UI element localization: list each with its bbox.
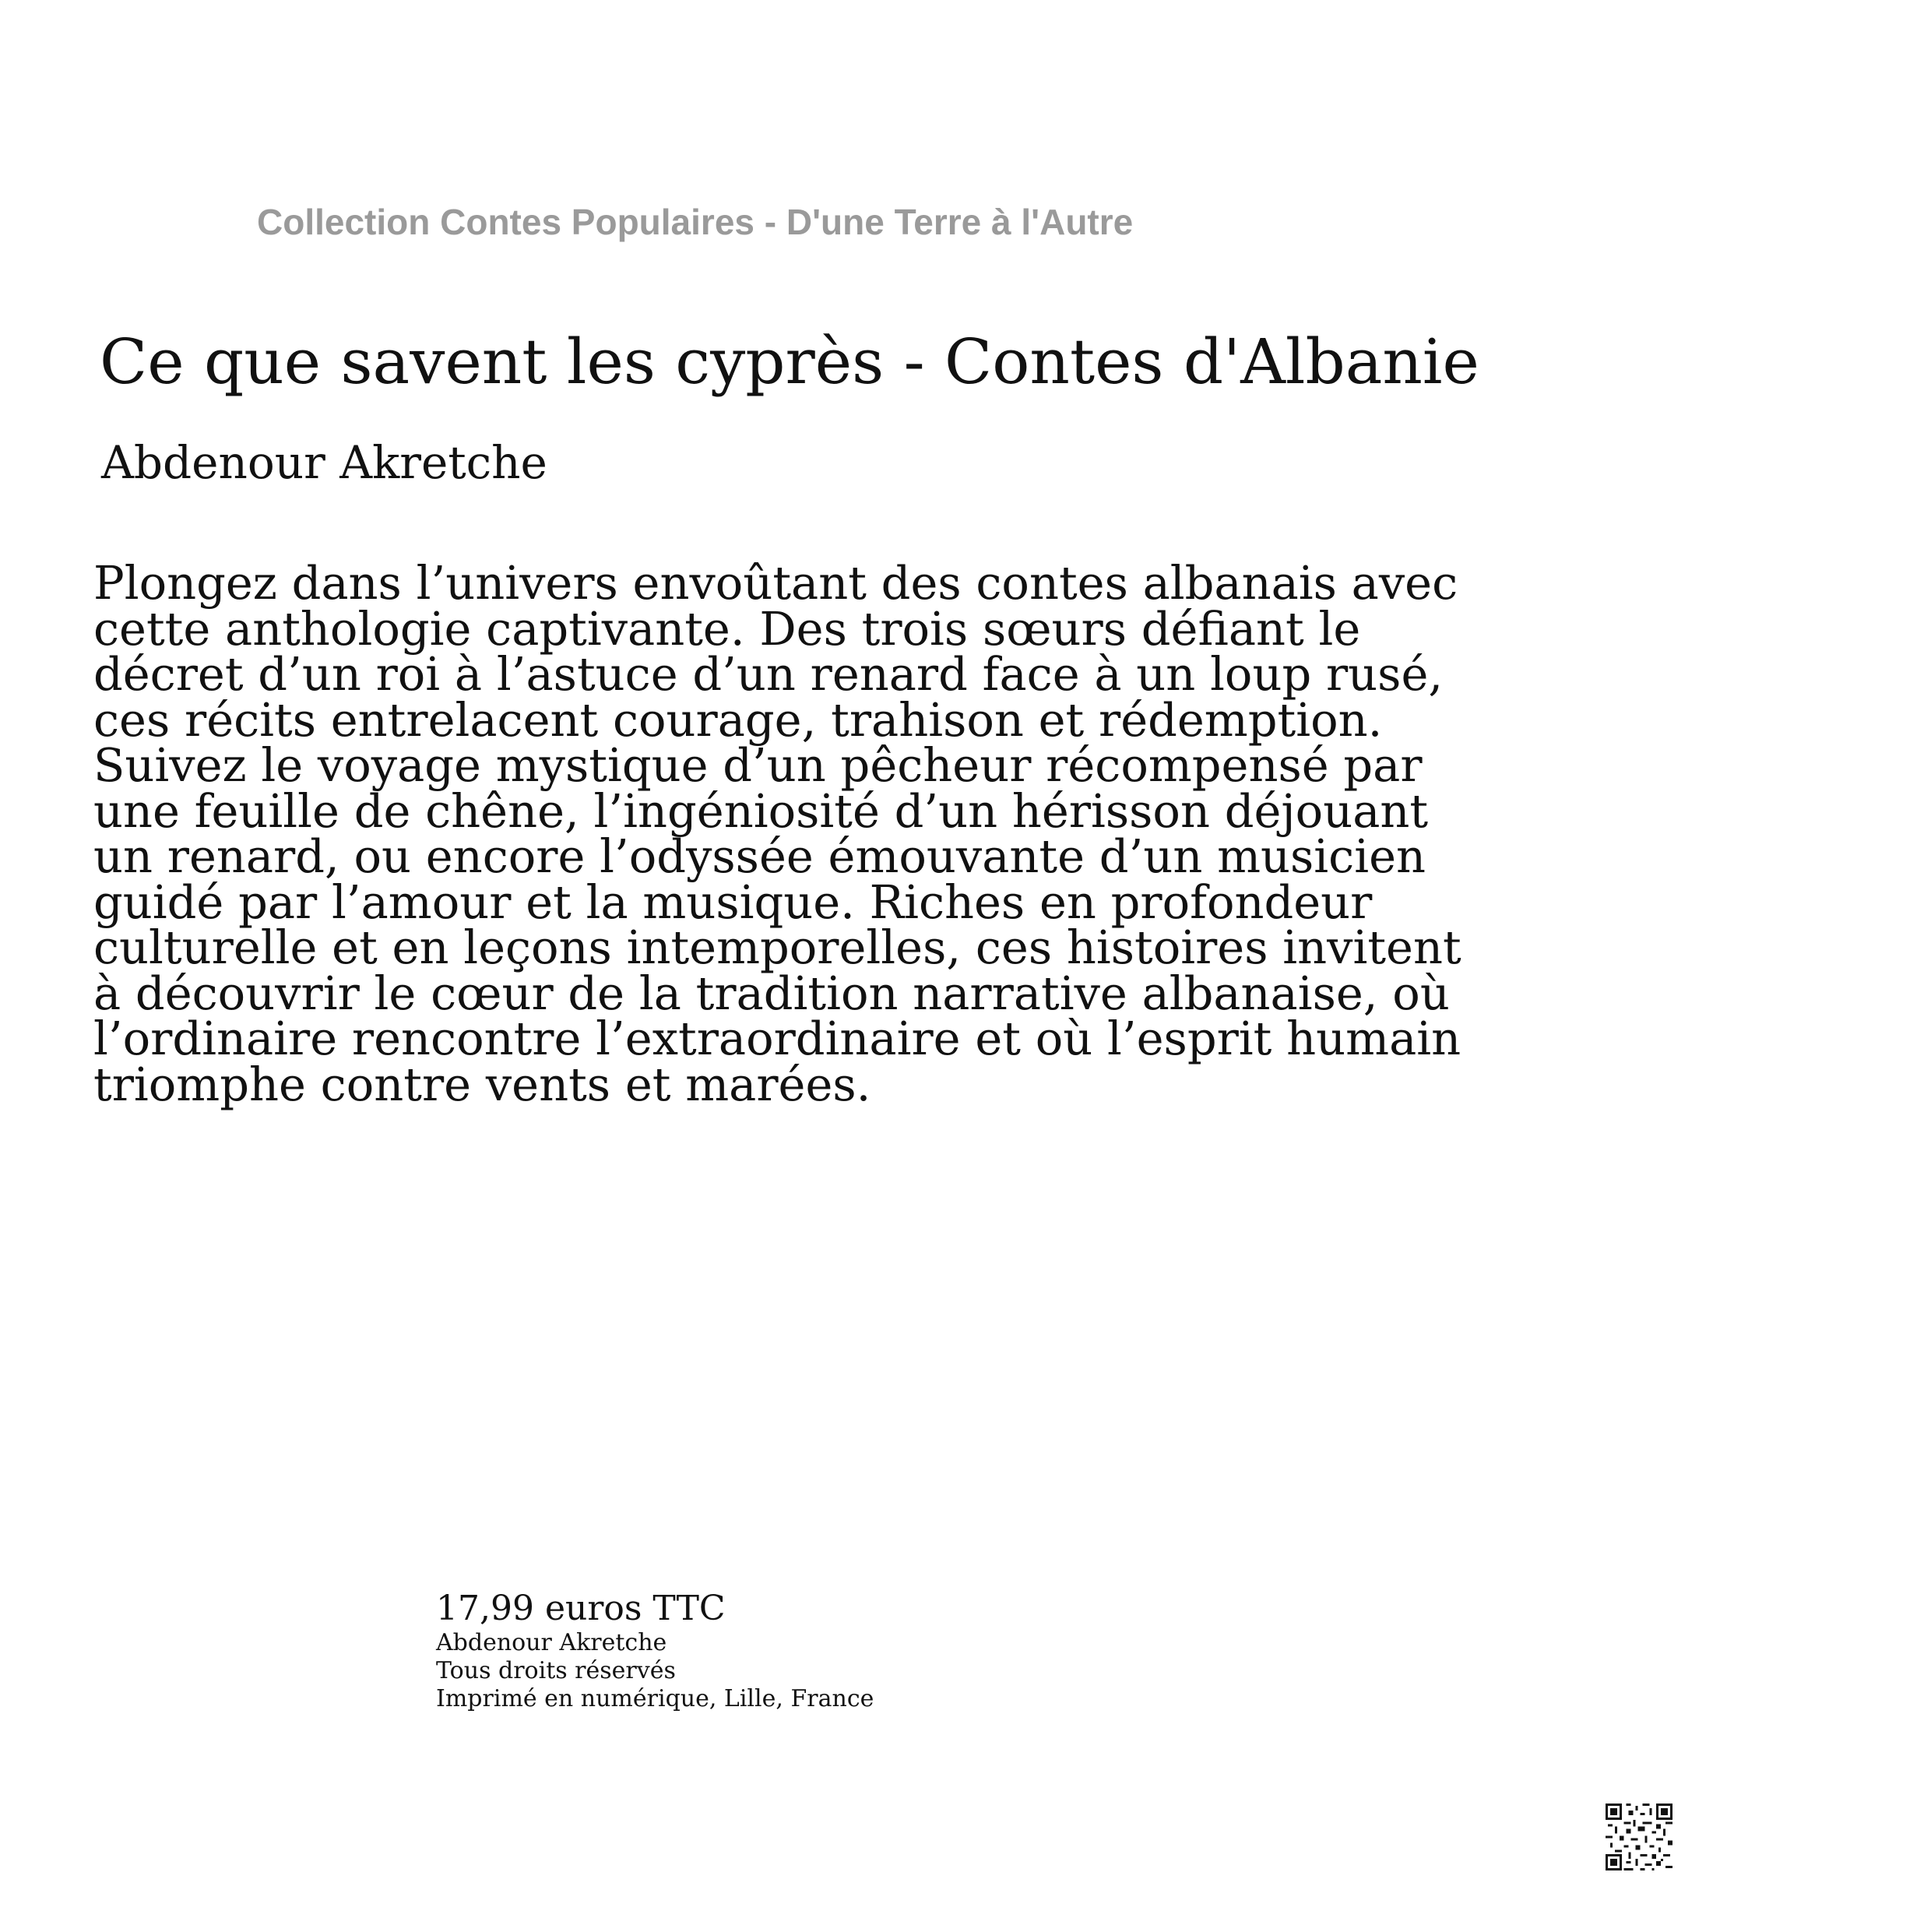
imprint-block — [436, 1589, 874, 1713]
rights-notice: Tous droits réservés — [436, 1657, 676, 1684]
book-author: Abdenour Akretche — [101, 436, 547, 489]
printing-notice: Imprimé en numérique, Lille, France — [436, 1685, 874, 1712]
collection-name: Collection Contes Populaires - D'une Terre à l'Autre — [257, 202, 1134, 242]
book-title: Ce que savent les cyprès - Contes d'Albanie — [100, 326, 1479, 398]
price-label: 17,99 euros TTC — [436, 1589, 726, 1628]
back-cover-blurb: Plongez dans l’univers envoûtant des contes albanais avec cette anthologie captivante. Des trois sœurs défiant le décret d’un roi à l’astuce d’un renard face à un loup rusé, ces récits entrelacent courage, trahison et rédemption. Suivez le voyage mystique d’un pêcheur récompensé par une feuille de chêne, l’ingéniosité d’un hérisson déjouant un renard, ou encore l’odyssée émouvante d’un musicien guidé par l’amour et la musique. Riches en profondeur culturelle et en leçons intemporelles, ces histoires invitent à découvrir le cœur de la tradition narrative albanaise, où l’ordinaire rencontre l’extraordinaire et où l’esprit humain triomphe contre vents et marées. — [93, 556, 1461, 1111]
qr-code-icon — [1606, 1804, 1672, 1870]
imprint-author: Abdenour Akretche — [436, 1629, 667, 1656]
